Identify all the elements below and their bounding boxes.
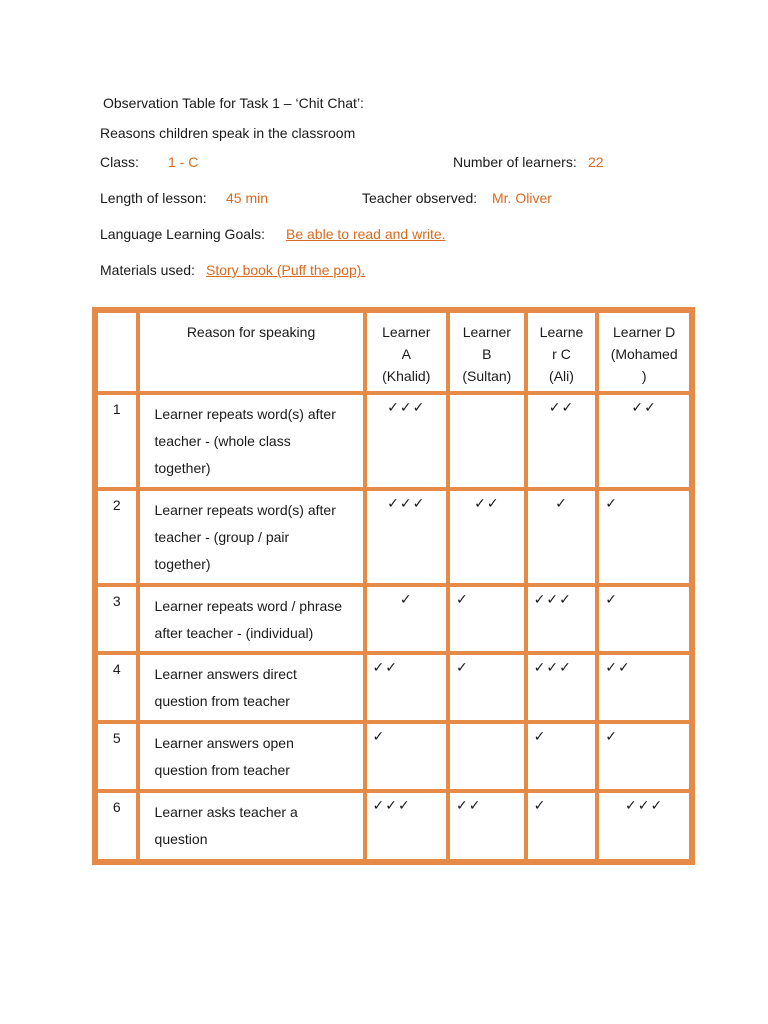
mark-learner-c: ✓ [526,489,598,585]
mark-learner-d: ✓ [597,489,691,585]
mark-learner-c: ✓✓✓ [526,653,598,722]
header-reason: Reason for speaking [138,311,365,393]
table-row [96,791,691,861]
mark-learner-d: ✓ [597,722,691,791]
mark-learner-d: ✓✓ [597,653,691,722]
mark-learner-b: ✓✓ [448,489,526,585]
row-reason: Learner repeats word(s) after teacher - (whole class together) [138,393,365,489]
lesson-length-value: 45 min [226,190,269,206]
mark-learner-b [448,722,526,791]
row-number: 6 [96,791,138,861]
lesson-length-label: Length of lesson: [100,190,207,206]
mark-learner-a: ✓✓✓ [365,791,449,861]
mark-learner-b: ✓ [448,653,526,722]
header-learner-b: Learner B (Sultan) [448,311,526,393]
class-value: 1 - C [168,154,199,170]
mark-learner-d: ✓ [597,585,691,653]
mark-learner-a: ✓✓✓ [365,489,449,585]
mark-learner-a: ✓✓✓ [365,393,449,489]
document-subtitle: Reasons children speak in the classroom [100,125,356,141]
materials-value: Story book (Puff the pop). [206,262,366,278]
header-number-cell [96,311,138,393]
mark-learner-d: ✓✓✓ [597,791,691,861]
row-number: 3 [96,585,138,653]
table-header-row [96,311,691,393]
mark-learner-c: ✓✓ [526,393,598,489]
teacher-label: Teacher observed: [362,190,478,206]
mark-learner-b [448,393,526,489]
materials-label: Materials used: [100,262,195,278]
row-number: 5 [96,722,138,791]
row-reason: Learner repeats word(s) after teacher - (group / pair together) [138,489,365,585]
row-number: 2 [96,489,138,585]
row-number: 4 [96,653,138,722]
row-reason: Learner answers direct question from teacher [138,653,365,722]
mark-learner-a: ✓✓ [365,653,449,722]
table-row [96,722,691,791]
header-learner-c: Learne r C (Ali) [526,311,598,393]
mark-learner-b: ✓✓ [448,791,526,861]
mark-learner-c: ✓ [526,722,598,791]
row-reason: Learner answers open question from teacher [138,722,365,791]
row-reason: Learner repeats word / phrase after teacher - (individual) [138,585,365,653]
header-learner-a: Learner A (Khalid) [365,311,449,393]
learners-value: 22 [588,154,604,170]
document-title: Observation Table for Task 1 – ‘Chit Chat’: [103,95,364,111]
observation-table [92,307,695,865]
table-row [96,393,691,489]
mark-learner-c: ✓✓✓ [526,585,598,653]
row-number: 1 [96,393,138,489]
table-row [96,489,691,585]
teacher-value: Mr. Oliver [492,190,552,206]
table-row [96,653,691,722]
mark-learner-c: ✓ [526,791,598,861]
row-reason: Learner asks teacher a question [138,791,365,861]
mark-learner-d: ✓✓ [597,393,691,489]
header-learner-d: Learner D (Mohamed ) [597,311,691,393]
mark-learner-a: ✓ [365,585,449,653]
mark-learner-a: ✓ [365,722,449,791]
class-label: Class: [100,154,139,170]
table-row [96,585,691,653]
goals-value: Be able to read and write. [286,226,446,242]
mark-learner-b: ✓ [448,585,526,653]
goals-label: Language Learning Goals: [100,226,266,242]
learners-label: Number of learners: [453,154,577,170]
